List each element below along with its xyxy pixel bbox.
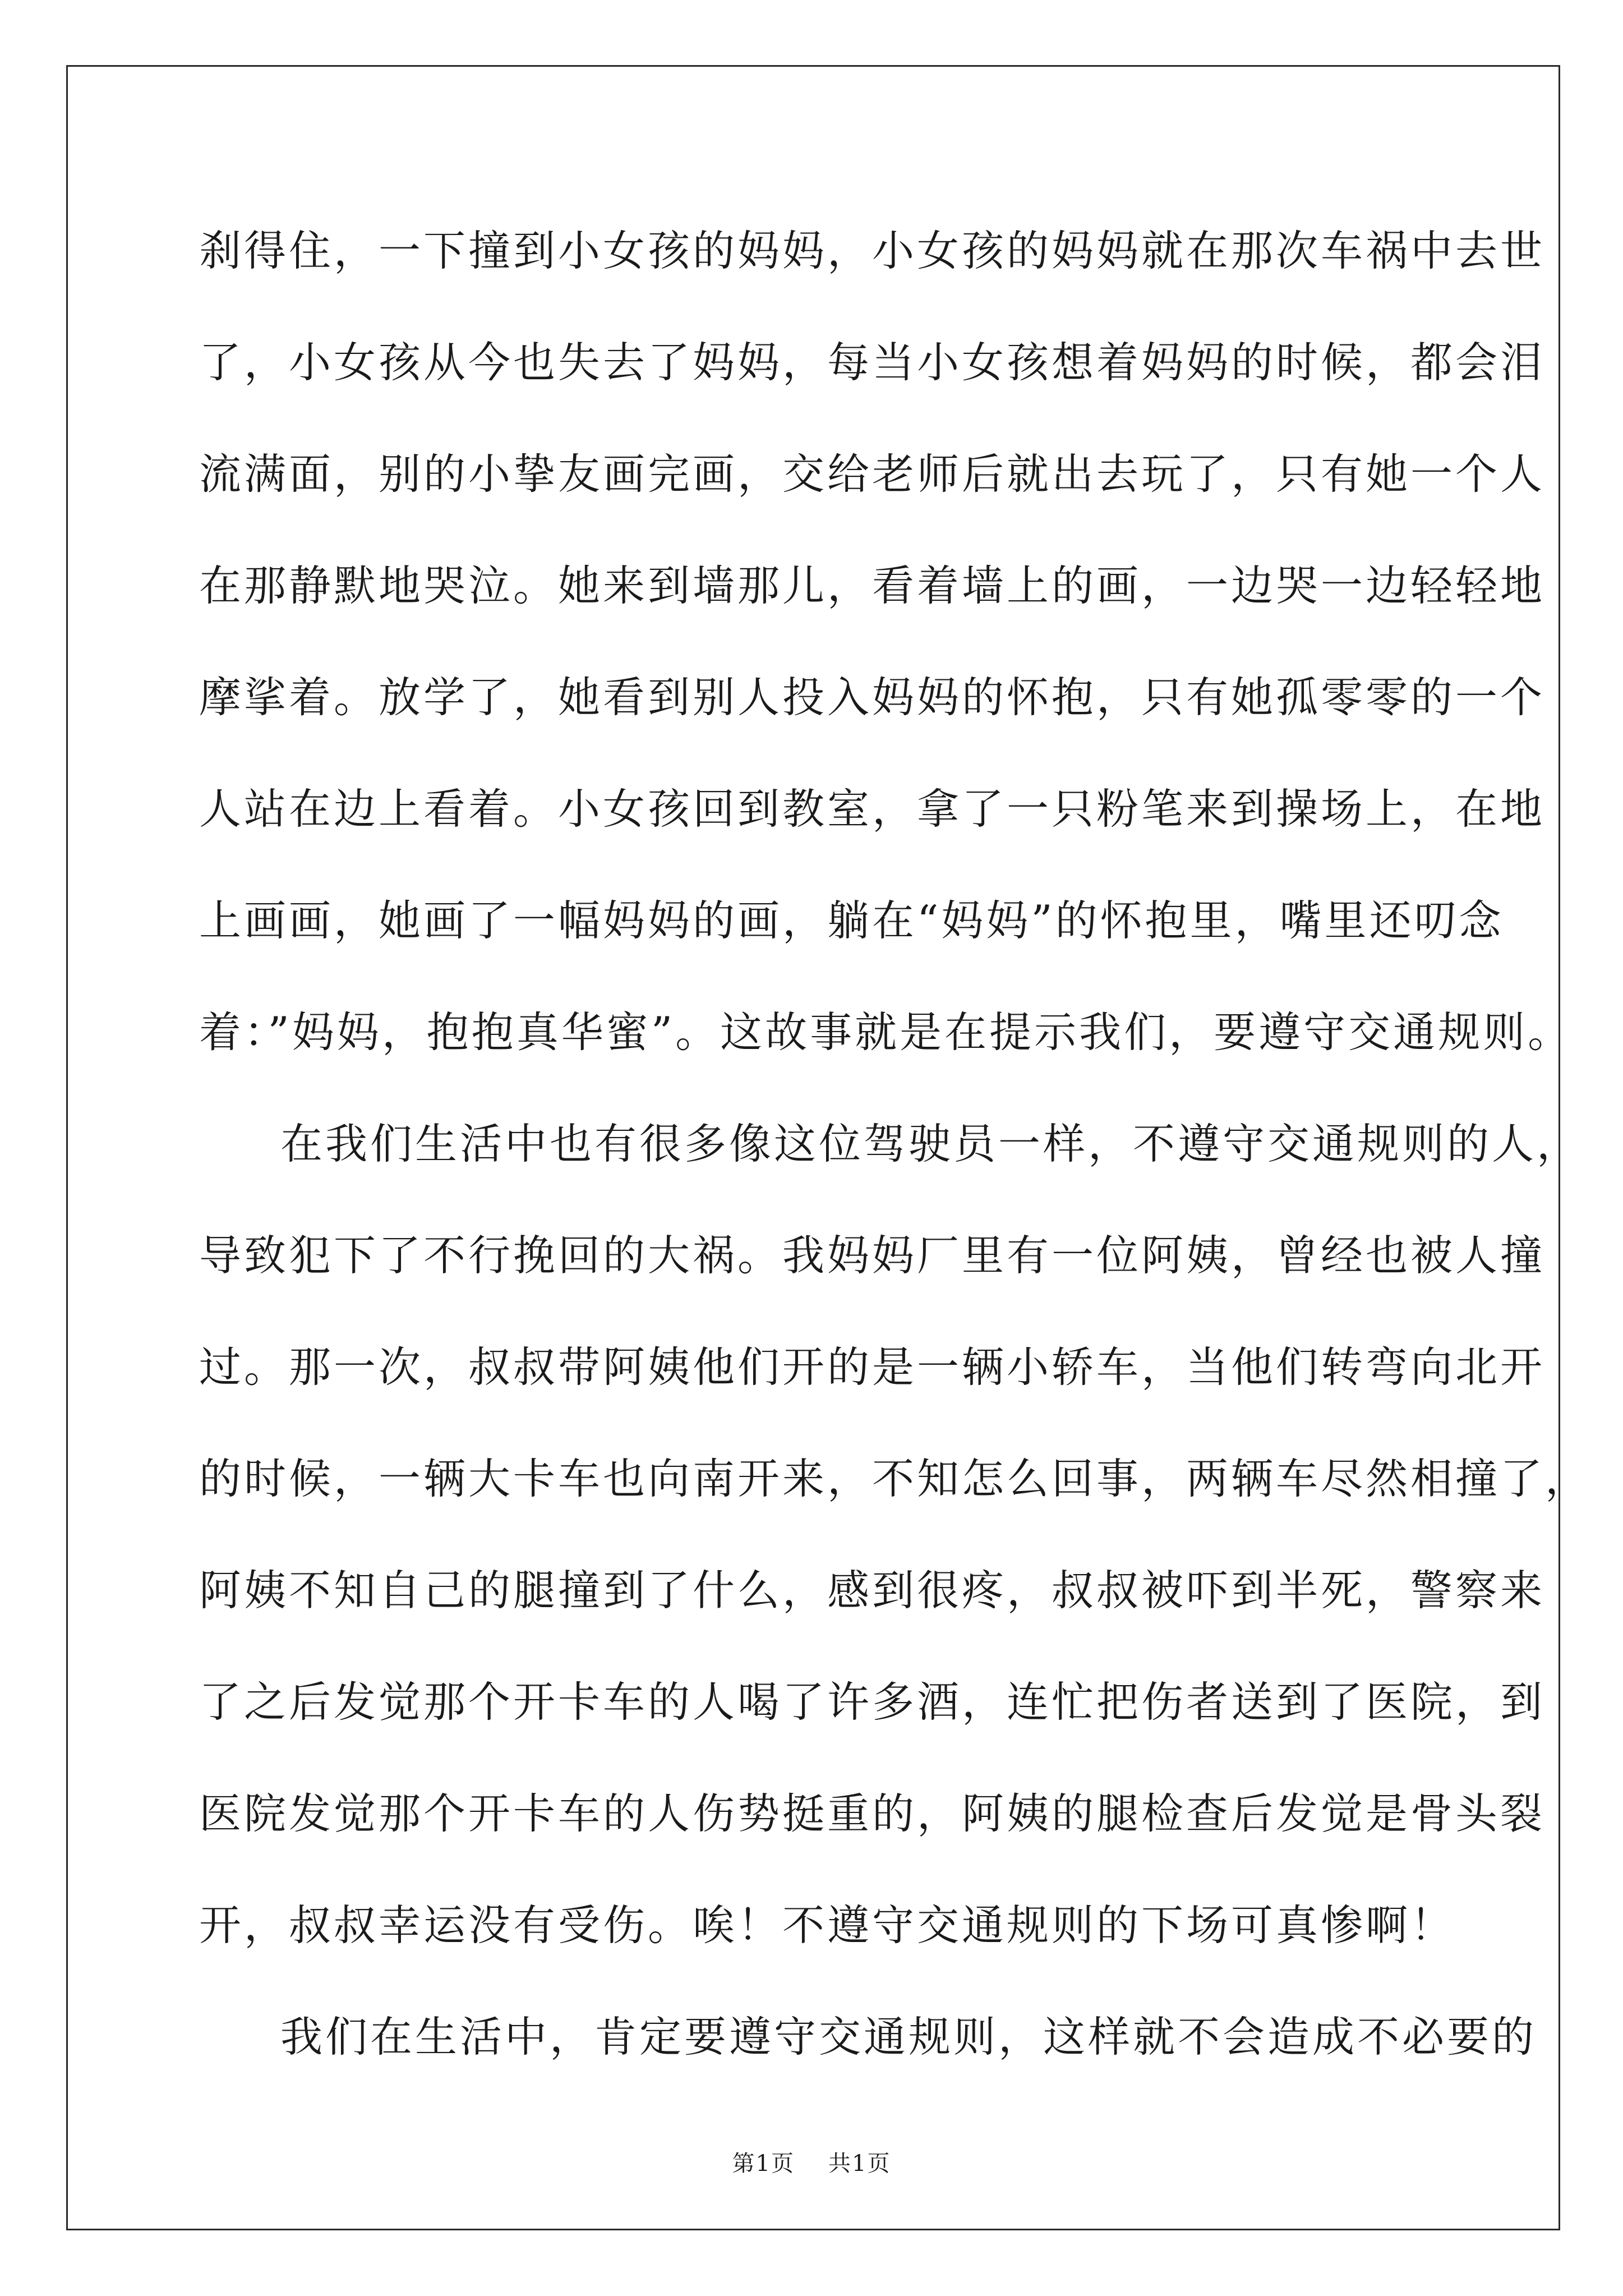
text-line: 刹得住，一下撞到小女孩的妈妈，小女孩的妈妈就在那次车祸中去世: [199, 226, 1546, 275]
paragraph-start-line: 我们在生活中，肯定要遵守交通规则，这样就不会造成不必要的: [280, 2012, 1537, 2062]
text-line: 摩挲着。放学了，她看到别人投入妈妈的怀抱，只有她孤零零的一个: [199, 673, 1546, 722]
text-line: 人站在边上看着。小女孩回到教室，拿了一只粉笔来到操场上，在地: [199, 784, 1546, 834]
text-line: 医院发觉那个开卡车的人伤势挺重的，阿姨的腿检查后发觉是骨头裂: [199, 1789, 1546, 1838]
text-line: 的时候，一辆大卡车也向南开来，不知怎么回事，两辆车尽然相撞了，: [199, 1454, 1590, 1503]
text-line: 流满面，别的小挚友画完画，交给老师后就出去玩了，只有她一个人: [199, 449, 1546, 499]
page-total: 共1页: [828, 2151, 891, 2177]
text-line: 阿姨不知自己的腿撞到了什么，感到很疼，叔叔被吓到半死，警察来: [199, 1566, 1546, 1615]
text-line: 在那静默地哭泣。她来到墙那儿，看着墙上的画，一边哭一边轻轻地: [199, 561, 1546, 610]
text-line: 了之后发觉那个开卡车的人喝了许多酒，连忙把伤者送到了医院，到: [199, 1677, 1546, 1727]
paragraph-start-line: 在我们生活中也有很多像这位驾驶员一样，不遵守交通规则的人，: [280, 1119, 1582, 1168]
page-footer: [0, 2146, 1623, 2178]
text-line: 着：”妈妈，抱抱真华蜜”。这故事就是在提示我们，要遵守交通规则。: [199, 1007, 1573, 1057]
text-line: 上画画，她画了一幅妈妈的画，躺在“妈妈”的怀抱里，嘴里还叨念: [199, 896, 1504, 945]
text-line: 开，叔叔幸运没有受伤。唉！不遵守交通规则的下场可真惨啊！: [199, 1901, 1456, 1950]
text-line: 导致犯下了不行挽回的大祸。我妈妈厂里有一位阿姨，曾经也被人撞: [199, 1231, 1546, 1280]
text-line: 过。那一次，叔叔带阿姨他们开的是一辆小轿车，当他们转弯向北开: [199, 1342, 1546, 1392]
page-number: 第1页: [732, 2151, 795, 2177]
text-line: 了，小女孩从今也失去了妈妈，每当小女孩想着妈妈的时候，都会泪: [199, 338, 1546, 387]
document-body: [199, 216, 1590, 2114]
